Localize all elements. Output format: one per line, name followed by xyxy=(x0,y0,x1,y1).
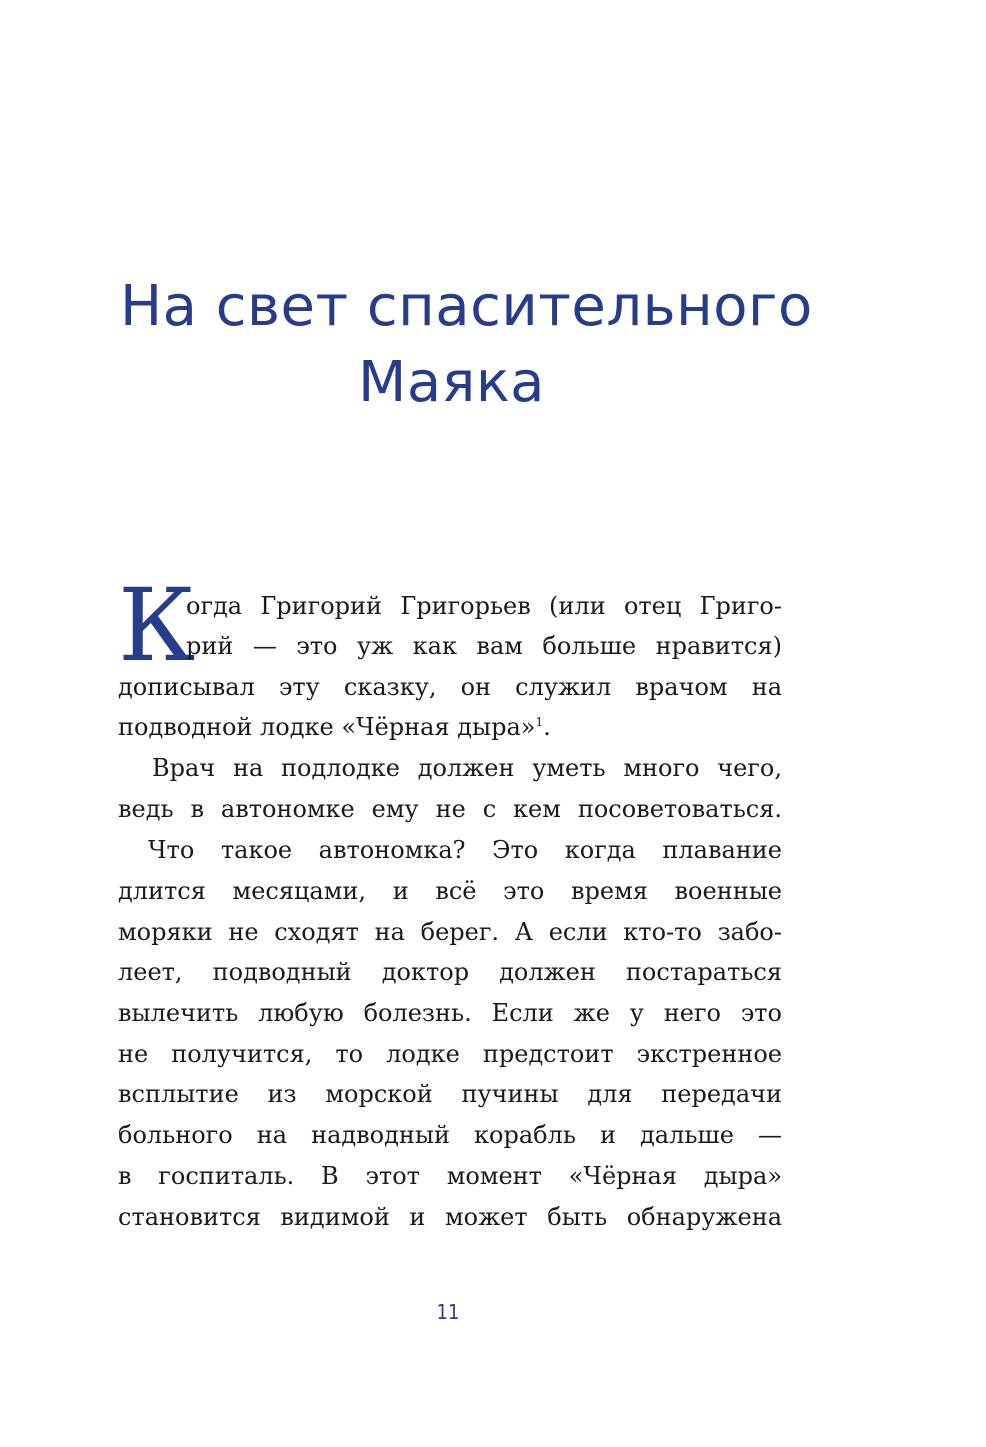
footnote-marker[interactable]: 1 xyxy=(535,715,544,729)
paragraph-3-line-8: больного на надводный корабль и дальше — xyxy=(118,1121,782,1149)
paragraph-1-line-4 xyxy=(118,713,782,749)
paragraph-2-line-2: ведь в автономке ему не с кем посоветоваться. xyxy=(118,795,782,823)
drop-cap-letter: К xyxy=(118,567,196,684)
paragraph-3-line-3: моряки не сходят на берег. А если кто-то забо- xyxy=(118,918,782,946)
chapter-title-line-2: Маяка xyxy=(358,350,545,415)
page-number: 11 xyxy=(436,1300,460,1324)
paragraph-3-line-9: в госпиталь. В этот момент «Чёрная дыра» xyxy=(118,1162,782,1190)
paragraph-1-line-3: дописывал эту сказку, он служил врачом на xyxy=(118,673,782,701)
paragraph-3-line-6: не получится, то лодке предстоит экстренное xyxy=(118,1040,782,1068)
paragraph-1-line-4-text: подводной лодке «Чёрная дыра» xyxy=(118,713,536,741)
paragraph-1-line-2: рий — это уж как вам больше нравится) xyxy=(186,632,782,660)
chapter-title-line-1: На свет спасительного xyxy=(120,274,813,339)
paragraph-3-line-1: Что такое автономка? Это когда плавание xyxy=(148,836,782,864)
paragraph-3-line-10: становится видимой и может быть обнаружена xyxy=(118,1203,782,1231)
paragraph-1-line-1: огда Григорий Григорьев (или отец Григо- xyxy=(186,592,782,620)
paragraph-1-end-punct: . xyxy=(543,713,551,741)
paragraph-3-line-5: вылечить любую болезнь. Если же у него это xyxy=(118,999,782,1027)
paragraph-3-line-2: длится месяцами, и всё это время военные xyxy=(118,877,782,905)
paragraph-3-line-7: всплытие из морской пучины для передачи xyxy=(118,1080,782,1108)
paragraph-2-line-1: Врач на подлодке должен уметь много чего, xyxy=(152,754,782,782)
paragraph-3-line-4: леет, подводный доктор должен постараться xyxy=(118,958,782,986)
